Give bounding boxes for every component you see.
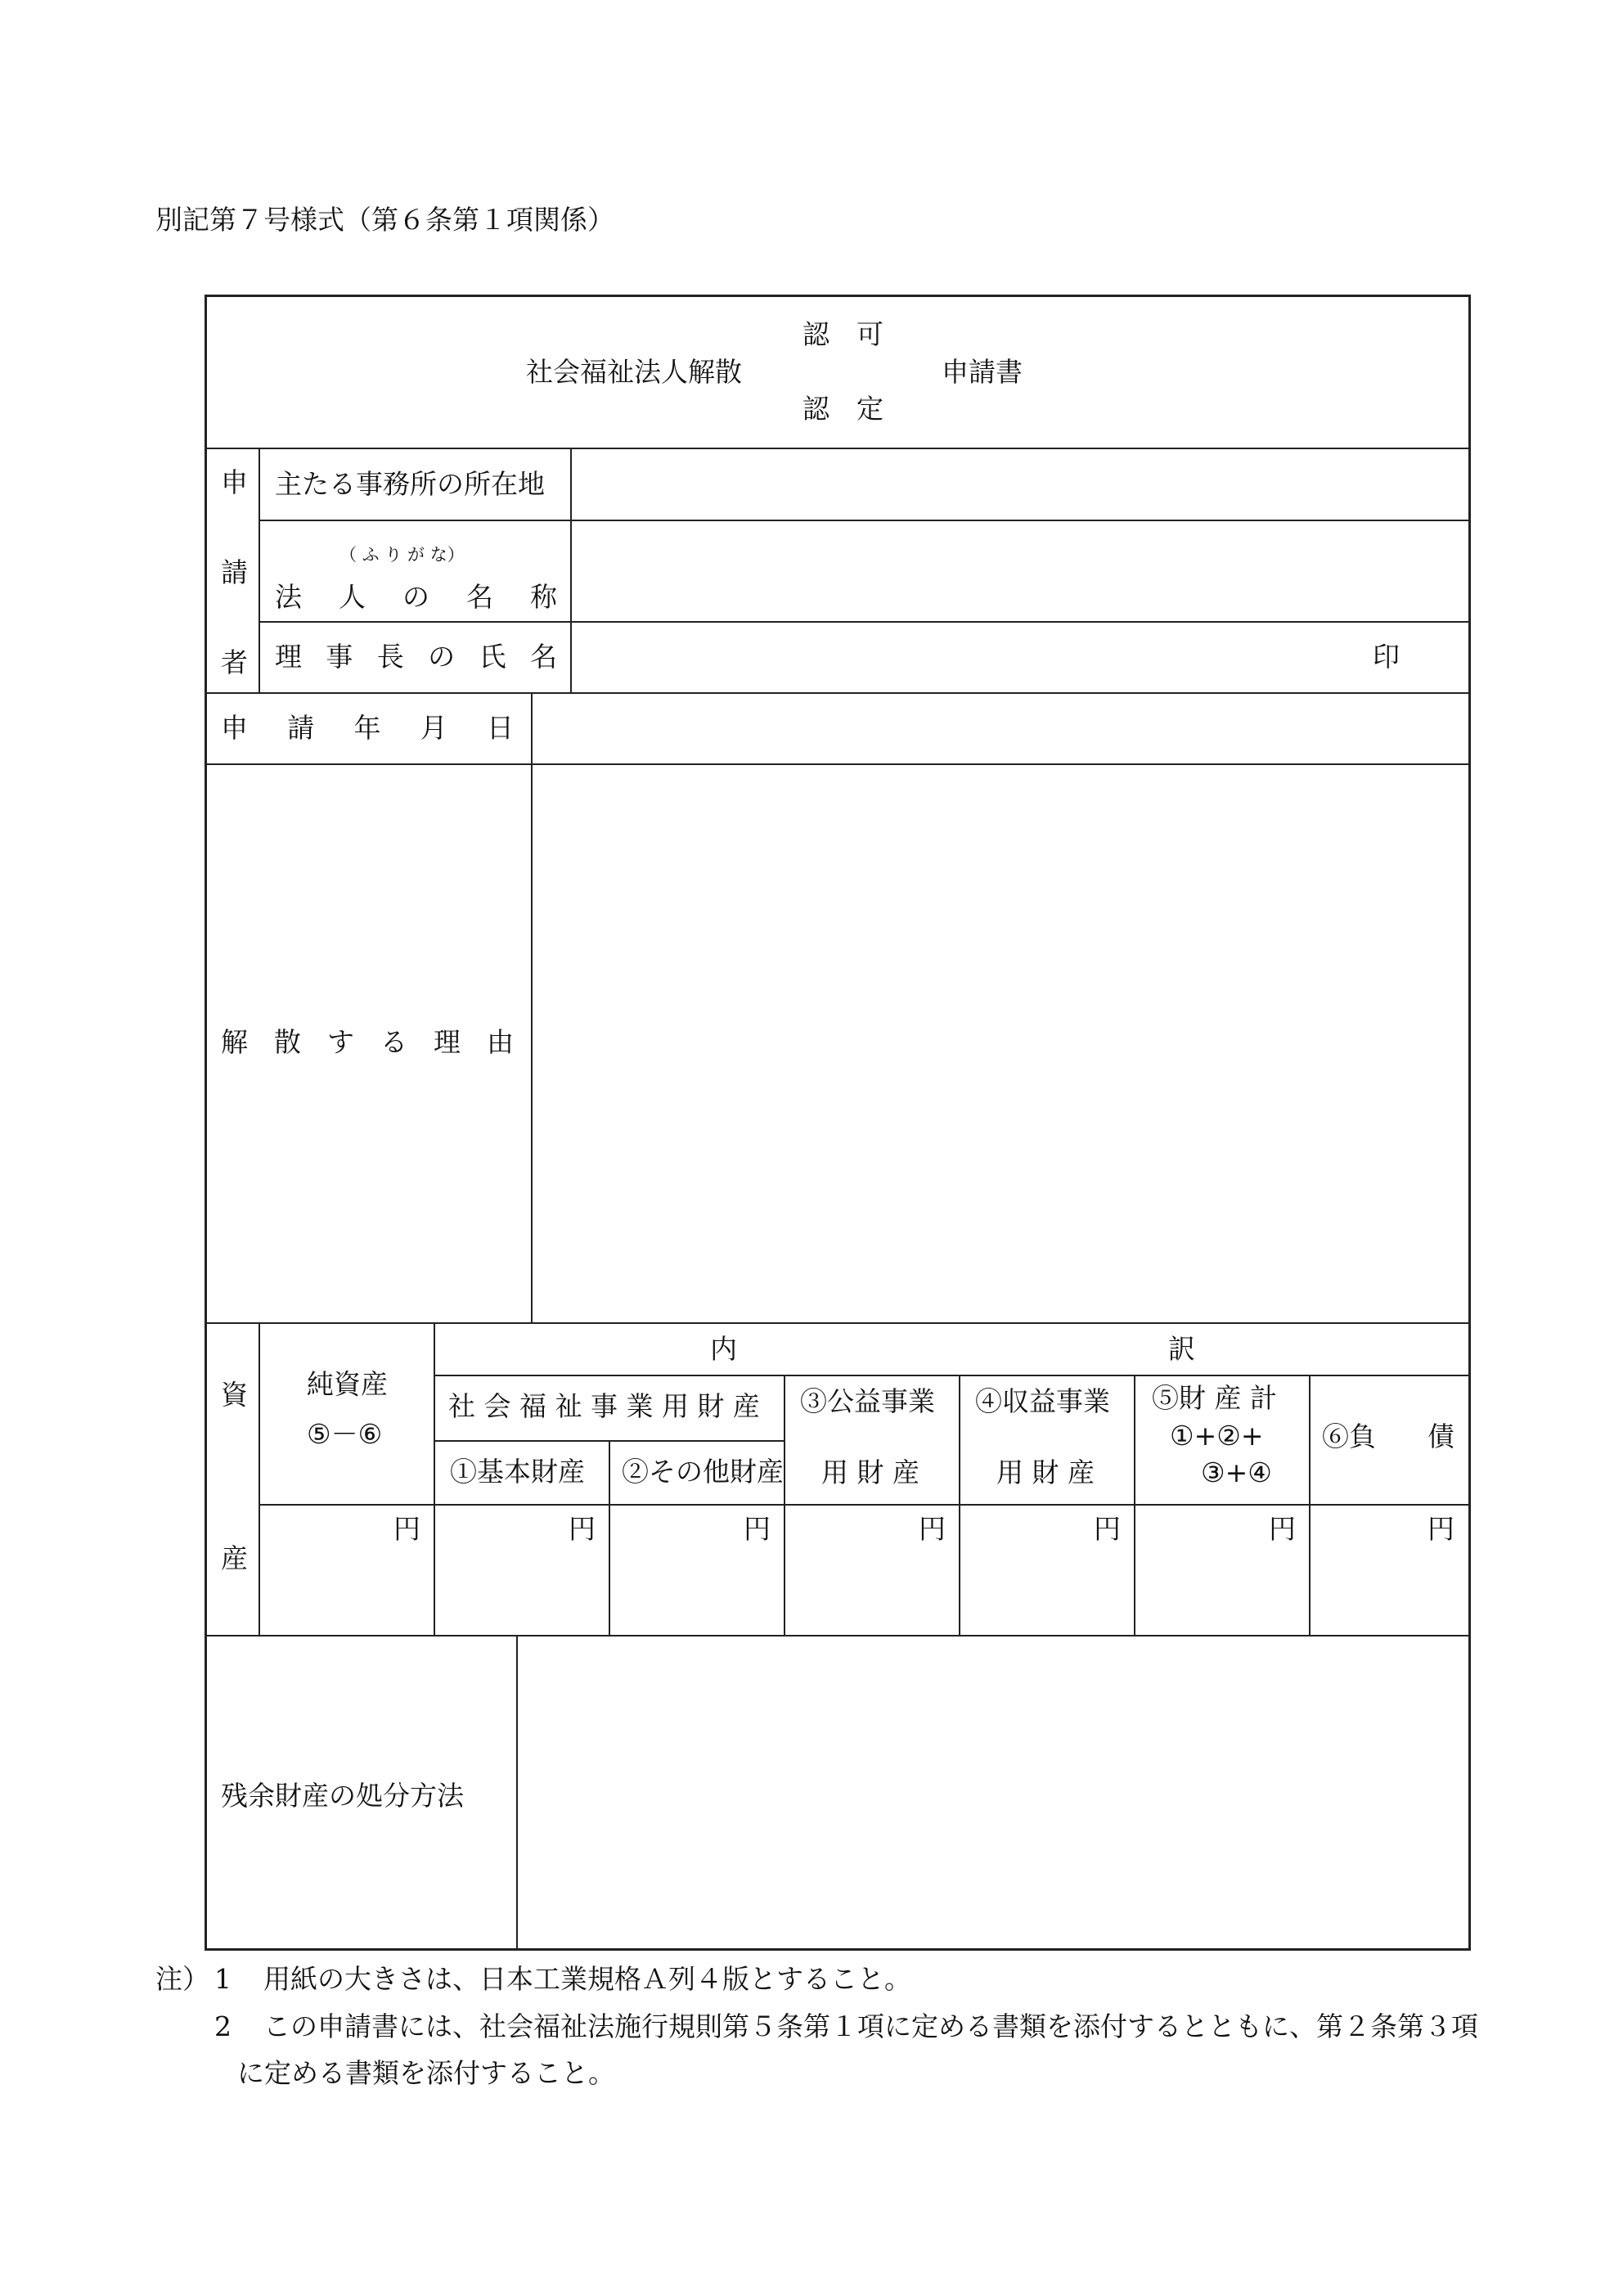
rule (205, 448, 1471, 449)
title-prefix: 社会福祉法人解散 (526, 356, 742, 388)
rule (570, 448, 572, 693)
rule (784, 1375, 785, 1636)
office-address-label: 主たる事務所の所在地 (275, 468, 545, 500)
net-assets-yen: 円 (393, 1513, 420, 1545)
rule (516, 1635, 518, 1950)
total-property-label-mid: ①+②+ (1170, 1420, 1264, 1452)
other-property-amount-field[interactable] (611, 1506, 783, 1634)
rule (1134, 1375, 1135, 1636)
rule (259, 448, 260, 693)
dissolution-reason-label: 解 散 す る 理 由 (221, 1026, 514, 1058)
form-number: 別記第７号様式（第６条第１項関係） (155, 204, 614, 236)
rule (205, 1322, 1471, 1324)
social-welfare-property-label: 社 会 福 祉 事 業 用 財 産 (448, 1390, 760, 1422)
note-1-number: 1 (214, 1963, 232, 1995)
table-border-bottom (205, 1948, 1471, 1951)
liabilities-amount-field[interactable] (1311, 1506, 1468, 1634)
table-border-top (205, 295, 1471, 297)
corporation-name-field[interactable] (573, 522, 1468, 620)
basic-property-label: ①基本財産 (450, 1456, 585, 1488)
note-2-text: この申請書には、社会福祉法施行規則第５条第１項に定める書類を添付するとともに、第２条第３項 (263, 2010, 1478, 2042)
dissolution-reason-field[interactable] (533, 766, 1468, 1321)
assets-side-label-2: 産 (221, 1542, 248, 1574)
public-interest-property-label-top: ③公益事業 (800, 1385, 935, 1417)
profit-property-label-top: ④収益事業 (975, 1385, 1110, 1417)
profit-yen: 円 (1094, 1513, 1121, 1545)
liabilities-label-1: ⑥負 (1322, 1420, 1376, 1452)
public-interest-property-label-bottom: 用 財 産 (821, 1456, 919, 1488)
applicant-side-label-1: 申 (221, 466, 248, 498)
rule (205, 763, 1471, 765)
corporation-name-label: 法 人 の 名 称 (275, 581, 557, 613)
director-name-label: 理 事 長 の 氏 名 (275, 641, 557, 673)
note-2-number: 2 (214, 2010, 232, 2042)
net-assets-amount-field[interactable] (261, 1506, 433, 1634)
rule (434, 1375, 1471, 1376)
assets-side-label-1: 資 (221, 1379, 248, 1411)
title-option-approval: 認 可 (803, 318, 883, 350)
residual-property-field[interactable] (519, 1637, 1468, 1947)
rule (205, 692, 1471, 694)
total-property-amount-field[interactable] (1136, 1506, 1308, 1634)
basic-property-yen: 円 (569, 1513, 596, 1545)
other-property-yen: 円 (744, 1513, 771, 1545)
liabilities-label-2: 債 (1427, 1420, 1454, 1452)
public-interest-amount-field[interactable] (786, 1506, 958, 1634)
title-option-certification: 認 定 (803, 393, 883, 425)
total-property-label-top: ⑤財 産 計 (1152, 1382, 1277, 1414)
notes-prefix: 注） (155, 1963, 209, 1995)
applicant-side-label-3: 者 (221, 646, 248, 678)
applicant-side-label-2: 請 (221, 556, 248, 588)
residual-property-label: 残余財産の処分方法 (221, 1780, 464, 1812)
rule (259, 1322, 260, 1636)
application-date-label: 申 請 年 月 日 (221, 712, 514, 744)
net-assets-label: 純資産 (307, 1368, 388, 1400)
other-property-label: ②その他財産 (622, 1456, 784, 1488)
public-interest-yen: 円 (919, 1513, 946, 1545)
total-property-yen: 円 (1269, 1513, 1296, 1545)
basic-property-amount-field[interactable] (436, 1506, 608, 1634)
rule (959, 1375, 960, 1636)
title-suffix: 申請書 (942, 356, 1023, 388)
liabilities-yen: 円 (1427, 1513, 1454, 1545)
table-border-left (205, 295, 207, 1951)
rule (205, 1635, 1471, 1636)
net-assets-formula: ⑤－⑥ (307, 1418, 383, 1450)
rule (259, 621, 1471, 623)
table-border-right (1468, 295, 1471, 1951)
note-2-continuation: に定める書類を添付すること。 (237, 2057, 615, 2089)
rule (259, 520, 1471, 521)
director-name-field[interactable] (573, 624, 1468, 691)
profit-amount-field[interactable] (961, 1506, 1133, 1634)
rule (259, 1504, 1471, 1506)
note-1-text: 用紙の大きさは、日本工業規格Ａ列４版とすること。 (263, 1963, 911, 1995)
rule (1309, 1375, 1311, 1636)
application-date-field[interactable] (533, 695, 1468, 763)
rule (531, 692, 533, 1323)
seal-mark: 印 (1373, 641, 1400, 673)
breakdown-label-detail: 訳 (1168, 1333, 1195, 1365)
office-address-field[interactable] (573, 450, 1468, 519)
rule (434, 1322, 435, 1636)
furigana-label: （ ふ り が な） (339, 545, 465, 565)
total-property-label-bottom: ③+④ (1201, 1456, 1272, 1488)
profit-property-label-bottom: 用 財 産 (996, 1456, 1095, 1488)
breakdown-label-inner: 内 (710, 1333, 737, 1365)
